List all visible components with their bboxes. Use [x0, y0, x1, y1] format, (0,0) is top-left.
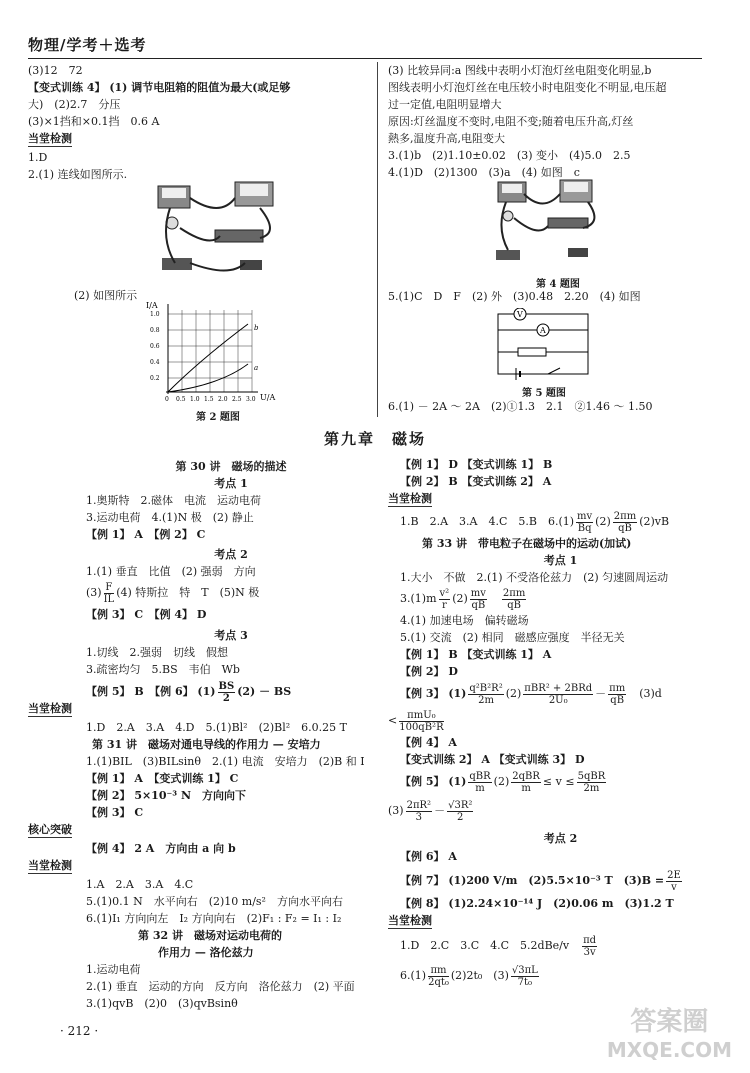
denominator: 2 [457, 811, 464, 823]
watermark-logo [607, 1008, 732, 1064]
numerator: v² [439, 587, 450, 599]
iu-graph [140, 300, 280, 412]
fraction [399, 710, 443, 733]
answer-line [388, 509, 733, 535]
kaodian-heading: 考点 2 [214, 548, 248, 561]
answer-line [388, 680, 733, 708]
kaodian-heading: 考点 3 [214, 629, 248, 642]
answer-line: 过一定值,电阻明显增大 [388, 98, 502, 111]
answer-line [388, 708, 733, 734]
answer-line: 3.(1)b (2)1.10±0.02 (3) 变小 (4)5.0 2.5 [388, 149, 631, 162]
column-divider [377, 62, 378, 417]
text: － [434, 804, 446, 817]
fraction [468, 771, 491, 794]
circuit-photo-figure [150, 178, 300, 283]
text: 【例 5】 (1) [400, 775, 467, 788]
section-heading: 当堂检测 [28, 702, 72, 715]
graph-intro [74, 287, 137, 304]
numerator: mv [470, 587, 486, 599]
y-tick: 1.0 [150, 311, 160, 318]
top-left-column [28, 62, 373, 183]
graph-ylabel: I/A [146, 301, 158, 310]
text: (2) － BS [237, 685, 292, 698]
text: (2) [452, 592, 468, 605]
text: (2) [493, 775, 510, 788]
answer-line: (3)×1挡和×0.1挡 0.6 A [28, 115, 160, 128]
fraction [511, 965, 539, 988]
text: ≤ v ≤ [542, 775, 575, 788]
text: 1.D 2.C 3.C 4.C 5.2dBe/v [400, 939, 570, 952]
answer-line: 1.D 2.A 3.A 4.D 5.(1)Bl² (2)Bl² 6.0.25 T [86, 721, 348, 734]
answer-line: 1.运动电荷 [86, 963, 141, 976]
fraction [577, 771, 607, 794]
denominator: m [521, 782, 531, 794]
answer-line: 【例 1】 A 【变式训练 1】 C [86, 772, 239, 785]
answer-line: 1.(1)BIL (3)BILsinθ 2.(1) 电流 安培力 (2)B 和 I [86, 755, 365, 768]
answer-5 [388, 288, 641, 305]
curve-label: a [254, 364, 259, 372]
lecture-title: 第 33 讲 带电粒子在磁场中的运动(加试) [422, 537, 632, 550]
denominator: 2U₀ [548, 694, 568, 706]
section-heading: 当堂检测 [388, 492, 432, 505]
kaodian-heading: 考点 1 [214, 477, 248, 490]
x-tick: 2.5 [232, 396, 242, 403]
numerator: 5qBR [577, 770, 606, 782]
section-heading: 当堂检测 [28, 132, 72, 145]
header-rule [28, 58, 702, 59]
bottom-left-column [86, 458, 376, 706]
watermark-line: 答案圈 [630, 1007, 709, 1037]
text: (3) [86, 586, 102, 599]
numerator: πBR² + 2BRd [524, 682, 593, 694]
numerator: πmU₀ [399, 710, 443, 722]
numerator: √3πL [511, 964, 538, 976]
answer-line: 【例 4】 A [400, 736, 457, 749]
section-heading: 当堂检测 [28, 859, 72, 872]
numerator: BS [218, 680, 235, 692]
circuit-photo-figure-4 [488, 178, 608, 270]
text: (2)2t₀ (3) [450, 969, 509, 982]
bottom-left-column-2 [28, 700, 373, 1012]
answer-line: (3) 比较异同:a 图线中表明小灯泡灯丝电阻变化明显,b [388, 64, 652, 77]
numerator: F [105, 581, 113, 593]
answer-line: 1.A 2.A 3.A 4.C [86, 878, 194, 891]
bottom-right-column [388, 456, 733, 991]
numerator: √3R² [448, 799, 473, 811]
lecture-title: 第 30 讲 磁场的描述 [175, 460, 287, 473]
watermark-line: MXQE.COM [606, 1038, 732, 1062]
answer-line [388, 796, 733, 826]
denominator: v [671, 881, 677, 893]
text: < [388, 714, 398, 727]
fraction [502, 588, 526, 611]
page-number: · 212 · [60, 1024, 99, 1038]
lecture-title: 第 32 讲 磁场对运动电荷的 [138, 929, 282, 942]
top-right-column [388, 62, 728, 181]
answer-line: 3.运动电荷 4.(1)N 极 (2) 静止 [86, 511, 254, 524]
fraction [576, 511, 593, 534]
figure-caption: 第 4 题图 [536, 279, 580, 290]
kaodian-heading: 考点 2 [543, 832, 578, 845]
fraction [468, 683, 503, 706]
answer-line: 图线表明小灯泡灯丝在电压较小时电阻变化不明显,电压超 [388, 81, 667, 94]
denominator: 7t₀ [517, 976, 533, 988]
x-tick: 1.5 [204, 396, 214, 403]
voltmeter-symbol: V [517, 310, 523, 319]
numerator: q²B²R² [469, 682, 503, 694]
numerator: mv [577, 510, 593, 522]
answer-line: 【例 3】 C 【例 4】 D [86, 608, 207, 621]
x-tick: 1.0 [190, 396, 200, 403]
answer-line [388, 586, 733, 612]
running-header: 物理/学考＋选考 [28, 36, 147, 54]
answer-line: 【例 1】 B 【变式训练 1】 A [400, 648, 552, 661]
answer-line [388, 961, 733, 991]
denominator: 100qB²R [399, 721, 444, 733]
answer-line [388, 768, 733, 796]
answer-line: 【例 1】 A 【例 2】 C [86, 528, 206, 541]
fraction [582, 935, 597, 958]
answer-line: 【例 1】 D 【变式训练 1】 B [400, 458, 553, 471]
answer-line: 3.(1)qvB (2)0 (3)qvBsinθ [86, 997, 238, 1010]
answer-line: 2.(1) 连线如图所示. [28, 168, 128, 181]
answer-line: 【例 3】 C [86, 806, 144, 819]
answer-line: 6.(1) － 2A ～ 2A (2)①1.3 2.1 ②1.46 ～ 1.50 [388, 400, 653, 413]
answer-line: 【例 4】 2 A 方向由 a 向 b [86, 842, 236, 855]
answer-line: 【例 2】 5×10⁻³ N 方向向下 [86, 789, 246, 802]
denominator: 2m [583, 782, 600, 794]
fraction [613, 511, 637, 534]
answer-line: 4.(1) 加速电场 偏转磁场 [400, 614, 529, 627]
ammeter-symbol: A [540, 326, 546, 335]
denominator: qB [610, 694, 625, 706]
fraction [511, 771, 541, 794]
figure-caption: 第 2 题图 [196, 412, 240, 423]
answer-line: 熱多,温度升高,电阻变大 [388, 132, 505, 145]
denominator: qB [507, 599, 521, 611]
fraction [439, 588, 451, 611]
fraction [447, 800, 473, 823]
answer-6 [388, 398, 653, 415]
y-tick: 0.6 [150, 343, 160, 350]
curve-label: b [254, 324, 259, 332]
answer-line: 【变式训练 4】 (1) 调节电阻箱的阻值为最大(或足够 [28, 81, 291, 94]
answer-line: 【例 2】 B 【变式训练 2】 A [400, 475, 552, 488]
fraction [428, 965, 449, 988]
answer-line: 大) (2)2.7 分压 [28, 98, 121, 111]
answer-line [388, 867, 733, 895]
denominator: Bq [577, 522, 592, 534]
answer-line: 4.(1)D (2)1300 (3)a (4) 如图 c [388, 166, 580, 179]
fraction [608, 683, 626, 706]
numerator: 2qBR [512, 770, 540, 782]
text: 【例 7】 (1)200 V/m (2)5.5×10⁻³ T (3)B = [400, 874, 665, 887]
fraction [104, 582, 115, 605]
answer-line: 5.(1)0.1 N 水平向右 (2)10 m/s² 方向水平向右 [86, 895, 343, 908]
numerator: 2πm [613, 510, 637, 522]
y-tick: 0.4 [150, 359, 160, 366]
numerator: πd [583, 934, 597, 946]
denominator: 2 [222, 692, 230, 704]
answer-line: 1.奥斯特 2.磁体 电流 运动电荷 [86, 494, 261, 507]
text: (3)d [639, 687, 662, 700]
text: (2) [595, 515, 611, 528]
kaodian-heading: 考点 1 [543, 554, 578, 567]
x-tick: 3.0 [246, 396, 256, 403]
y-tick: 0.8 [150, 327, 160, 334]
text: 【例 5】 B 【例 6】 (1) [86, 685, 216, 698]
denominator: qB [618, 522, 632, 534]
numerator: πm [609, 682, 626, 694]
text: 1.B 2.A 3.A 4.C 5.B 6.(1) [400, 515, 575, 528]
denominator: 3v [583, 946, 596, 958]
answer-line: 1.切线 2.强弱 切线 假想 [86, 646, 228, 659]
fraction [470, 588, 487, 611]
lecture-title: 作用力 — 洛伦兹力 [158, 946, 254, 959]
answer-line: 【例 8】 (1)2.24×10⁻¹⁴ J (2)0.06 m (3)1.2 T [400, 897, 674, 910]
fraction [523, 683, 593, 706]
denominator: 3 [415, 811, 423, 823]
x-tick: 2.0 [218, 396, 228, 403]
graph-xlabel: U/A [260, 393, 276, 402]
denominator: 2m [478, 694, 494, 706]
y-tick: 0.2 [150, 375, 160, 382]
numerator: 2πm [502, 587, 526, 599]
section-heading: 当堂检测 [388, 914, 432, 927]
numerator: 2E [667, 869, 681, 881]
answer-line: 2.(1) 垂直 运动的方向 反方向 洛伦兹力 (2) 平面 [86, 980, 355, 993]
answer-line: 【变式训练 2】 A 【变式训练 3】 D [400, 753, 585, 766]
answer-line: 6.(1)I₁ 方向向左 I₂ 方向向右 (2)F₁ : F₂ = I₁ : I₂ [86, 912, 342, 925]
section-heading: 核心突破 [28, 823, 72, 836]
x-tick: 0 [165, 396, 169, 403]
text: － [595, 687, 607, 700]
answer-line: 5.(1)C D F (2) 外 (3)0.48 2.20 (4) 如图 [388, 290, 641, 303]
answer-line: 1.大小 不做 2.(1) 不受洛伦兹力 (2) 匀速圆周运动 [400, 571, 669, 584]
text: (2)vB [639, 515, 670, 528]
answer-line: 5.(1) 交流 (2) 相同 磁感应强度 半径无关 [400, 631, 625, 644]
answer-line: 【例 2】 D [400, 665, 458, 678]
chapter-title: 第九章 磁场 [323, 430, 426, 448]
denominator: 2qt₀ [428, 976, 449, 988]
answer-line: (2) 如图所示 [74, 289, 138, 302]
answer-line [86, 580, 376, 606]
text: 【例 3】 (1) [400, 687, 467, 700]
text: (3) [388, 804, 404, 817]
denominator: IL [103, 593, 115, 605]
fraction [666, 870, 682, 893]
answer-line: 3.疏密均匀 5.BS 韦伯 Wb [86, 663, 240, 676]
text: 6.(1) [400, 969, 427, 982]
numerator: 2πR² [406, 799, 432, 811]
answer-line: 原因:灯丝温度不变时,电阻不变;随着电压升高,灯丝 [388, 115, 634, 128]
text: (4) 特斯拉 特 T (5)N 极 [116, 586, 260, 599]
answer-line: 1.(1) 垂直 比值 (2) 强弱 方向 [86, 565, 256, 578]
answer-line: 1.D [28, 151, 48, 164]
numerator: πm [428, 965, 449, 977]
numerator: qBR [469, 770, 491, 782]
denominator: qB [471, 599, 486, 611]
denominator: m [475, 782, 485, 794]
text: 3.(1)m [400, 592, 437, 605]
figure-caption: 第 5 题图 [522, 388, 566, 399]
fraction [406, 800, 432, 823]
answer-line: 【例 6】 A [400, 850, 457, 863]
text: (2) [505, 687, 522, 700]
x-tick: 0.5 [176, 396, 186, 403]
answer-line [388, 931, 733, 961]
answer-line: (3)12 72 [28, 64, 83, 77]
lecture-title: 第 31 讲 磁场对通电导线的作用力 — 安培力 [92, 738, 321, 751]
circuit-diagram-5 [488, 308, 598, 380]
denominator: r [441, 599, 447, 611]
